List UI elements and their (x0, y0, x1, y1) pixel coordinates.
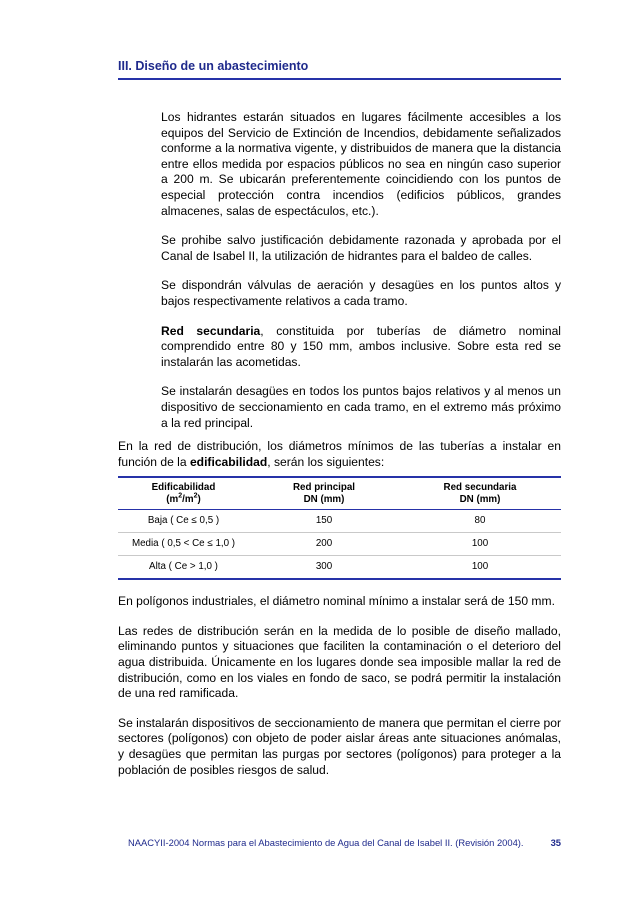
header-red-secundaria-label: Red secundaria (443, 482, 517, 494)
table-row (118, 556, 561, 578)
unit-part-b: /m (182, 494, 194, 506)
header-red-principal-unit: DN (mm) (303, 494, 345, 506)
header-edificabilidad (118, 482, 249, 506)
paragraph-diametros (118, 439, 561, 470)
header-edificabilidad-label: Edificabilidad (151, 482, 216, 494)
cell-red-principal: 300 (315, 561, 333, 573)
table-row (118, 510, 561, 532)
diametros-text-start: En la red de distribución, los diámetros mínimos de las tuberías a instalar en función de la (118, 439, 561, 469)
paragraph-hidrantes: Los hidrantes estarán situados en lugares fácilmente accesibles a los equipos del Servicio de Extinción de Incendios, debidamente señalizados conforme a la normativa vigente, y distribuidos de manera que la distancia entre ellos medida por espacios públicos no sea en ningún caso superior a 200 m. Se ubicarán preferentemente coincidiendo con los puntos de especial protección contra incendios (edificios públicos, grandes almacenes, salas de espectáculos, etc.). (161, 110, 561, 218)
paragraph-red-secundaria (161, 324, 561, 371)
page-content (118, 110, 561, 792)
unit-sup-2: 2 (193, 493, 198, 501)
table-row (118, 533, 561, 555)
paragraph-poligonos: En polígonos industriales, el diámetro nominal mínimo a instalar será de 150 mm. (118, 594, 555, 609)
cell-edificabilidad: Baja ( Ce ≤ 0,5 ) (147, 515, 220, 527)
cell-red-secundaria: 100 (471, 561, 489, 573)
diametros-text-end: , serán los siguientes: (267, 454, 385, 469)
paragraph-seccionamiento: Se instalarán dispositivos de seccionamiento de manera que permitan el cierre por sectores (polígonos) con objeto de poder aislar áreas ante situaciones anómalas, y desagües que permitan las purgas por sectores (polígonos) para proteger a la población de posibles riesgos de salud. (118, 715, 562, 777)
header-red-secundaria-unit: DN (mm) (459, 494, 501, 506)
paragraph-valvulas: Se dispondrán válvulas de aeración y desagües en los puntos altos y bajos respectivamente relativos a cada tramo. (161, 278, 561, 308)
unit-sup-1: 2 (178, 493, 183, 501)
table-bottom-rule (118, 578, 561, 580)
cell-red-secundaria: 100 (471, 538, 489, 550)
edificabilidad-term: edificabilidad (189, 454, 268, 469)
footer-text: NAACYII-2004 Normas para el Abastecimiento de Agua del Canal de Isabel II. (Revisión 2004). (128, 837, 524, 848)
table-header-row (118, 478, 561, 509)
page-footer (128, 837, 561, 848)
cell-edificabilidad: Alta ( Ce > 1,0 ) (149, 561, 218, 573)
page-number: 35 (550, 837, 561, 848)
cell-edificabilidad: Media ( 0,5 < Ce ≤ 1,0 ) (131, 538, 236, 550)
diameter-table (118, 476, 561, 580)
cell-red-principal: 200 (315, 538, 333, 550)
indented-block (118, 110, 561, 431)
unit-part-a: (m (166, 494, 179, 506)
page-header (118, 59, 561, 73)
paragraph-desagues: Se instalarán desagües en todos los puntos bajos relativos y al menos un dispositivo de seccionamiento en cada tramo, en el extremo más próximo a la red principal. (161, 384, 561, 430)
header-red-principal (249, 482, 399, 506)
cell-red-principal: 150 (315, 515, 333, 527)
red-secundaria-text: , constituida por tuberías de diámetro nominal comprendido entre 80 y 150 mm, ambos inclusive. Sobre esta red se instalarán las acometidas. (161, 323, 561, 369)
paragraph-baldeo: Se prohibe salvo justificación debidamente razonada y aprobada por el Canal de Isabel II, la utilización de hidrantes para el baldeo de calles. (161, 233, 561, 263)
paragraph-mallado: Las redes de distribución serán en la medida de lo posible de diseño mallado, eliminando puntos y situaciones que faciliten la contaminación o el deterioro del agua distribuida. Únicamente en los lugares donde sea imposible mallar la red de distribución, como en los viales en fondo de saco, se podrá permitir la instalación de una red ramificada. (118, 623, 561, 701)
header-red-secundaria (399, 482, 561, 506)
red-secundaria-term: Red secundaria (161, 323, 261, 338)
unit-part-c: ) (197, 494, 201, 506)
header-rule (118, 78, 561, 80)
cell-red-secundaria: 80 (474, 515, 486, 527)
section-title: III. Diseño de un abastecimiento (118, 59, 309, 73)
header-red-principal-label: Red principal (292, 482, 356, 494)
header-edificabilidad-unit (118, 494, 249, 506)
